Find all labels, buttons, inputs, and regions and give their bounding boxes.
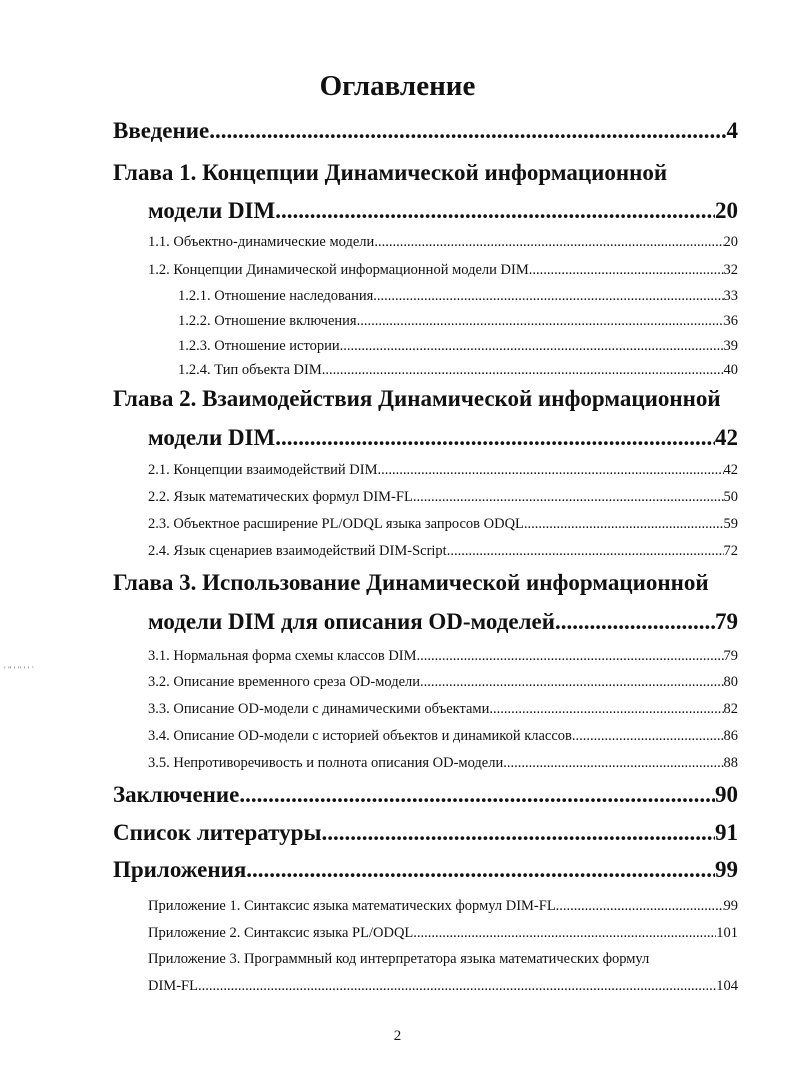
toc-page-number: 39 bbox=[723, 338, 738, 354]
dot-leader bbox=[198, 978, 716, 995]
toc-entry-3-5[interactable] bbox=[148, 755, 738, 772]
dot-leader bbox=[275, 425, 715, 451]
toc-label: 3.2. Описание временного среза OD-модели bbox=[148, 674, 421, 690]
dot-leader bbox=[417, 648, 724, 665]
toc-entry-1-2-4[interactable] bbox=[178, 362, 738, 379]
toc-entry-2-4[interactable] bbox=[148, 543, 738, 560]
toc-entry-conclusion[interactable] bbox=[113, 782, 738, 808]
toc-entry-1-1[interactable] bbox=[148, 234, 738, 251]
dot-leader bbox=[447, 543, 724, 560]
dot-leader bbox=[275, 198, 715, 224]
toc-page-number: 86 bbox=[723, 728, 738, 744]
toc-label: 2.2. Язык математических формул DIM-FL bbox=[148, 489, 413, 505]
toc-label: модели DIM для описания OD-моделей bbox=[148, 609, 555, 634]
toc-entry-2-3[interactable] bbox=[148, 516, 738, 533]
toc-page-number: 42 bbox=[723, 462, 738, 478]
toc-page-number: 32 bbox=[723, 262, 738, 278]
toc-page-number: 99 bbox=[715, 857, 738, 882]
toc-page-number: 90 bbox=[715, 782, 738, 807]
dot-leader bbox=[524, 516, 724, 533]
dot-leader bbox=[357, 313, 724, 330]
toc-page-number: 82 bbox=[723, 701, 738, 717]
dot-leader bbox=[246, 857, 715, 883]
toc-label: 2.3. Объектное расширение PL/ODQL языка запросов ODQL bbox=[148, 516, 524, 532]
chapter-2-entry[interactable] bbox=[148, 425, 738, 451]
dot-leader bbox=[239, 782, 715, 808]
toc-label: 3.4. Описание OD-модели с историей объектов и динамикой классов bbox=[148, 728, 572, 744]
toc-page-number: 79 bbox=[715, 609, 738, 634]
toc-label: 1.1. Объектно-динамические модели bbox=[148, 234, 375, 250]
dot-leader bbox=[503, 755, 723, 772]
toc-entry-2-2[interactable] bbox=[148, 489, 738, 506]
toc-page-number: 33 bbox=[723, 288, 738, 304]
toc-entry-3-2[interactable] bbox=[148, 674, 738, 691]
toc-label: 3.5. Непротиворечивость и полнота описания OD-модели bbox=[148, 755, 504, 771]
toc-entry-3-1[interactable] bbox=[148, 648, 738, 665]
toc-page-number: 20 bbox=[723, 234, 738, 250]
toc-entry-appendix-3-line1[interactable]: Приложение 3. Программный код интерпретатора языка математических формул bbox=[148, 951, 650, 967]
toc-entry-references[interactable] bbox=[113, 820, 738, 846]
toc-label: 1.2.4. Тип объекта DIM bbox=[178, 362, 322, 378]
dot-leader bbox=[413, 925, 716, 942]
toc-label: Приложения bbox=[113, 857, 247, 882]
dot-leader bbox=[374, 234, 723, 251]
toc-page-number: 50 bbox=[723, 489, 738, 505]
toc-page-number: 79 bbox=[723, 648, 738, 664]
toc-entry-intro[interactable] bbox=[113, 118, 738, 144]
toc-page-number: 59 bbox=[723, 516, 738, 532]
toc-page-number: 101 bbox=[716, 925, 738, 941]
dot-leader bbox=[373, 288, 723, 305]
toc-label: 2.1. Концепции взаимодействий DIM bbox=[148, 462, 378, 478]
toc-label: 3.1. Нормальная форма схемы классов DIM bbox=[148, 648, 417, 664]
page-number: 2 bbox=[393, 1028, 402, 1044]
toc-entry-3-4[interactable] bbox=[148, 728, 738, 745]
toc-page-number: 80 bbox=[723, 674, 738, 690]
toc-entry-1-2[interactable] bbox=[148, 262, 738, 279]
toc-page-number: 91 bbox=[715, 820, 738, 845]
toc-page-number: 36 bbox=[723, 313, 738, 329]
dot-leader bbox=[529, 262, 724, 279]
dot-leader bbox=[572, 728, 724, 745]
toc-label: 2.4. Язык сценариев взаимодействий DIM-Script bbox=[148, 543, 447, 559]
dot-leader bbox=[489, 701, 723, 718]
toc-label: Приложение 1. Синтаксис языка математических формул DIM-FL bbox=[148, 898, 556, 914]
toc-label: Список литературы bbox=[113, 820, 322, 845]
toc-entry-1-2-3[interactable] bbox=[178, 338, 738, 355]
toc-entry-appendices[interactable] bbox=[113, 857, 738, 883]
dot-leader bbox=[420, 674, 723, 691]
toc-entry-1-2-2[interactable] bbox=[178, 313, 738, 330]
toc-page-number: 42 bbox=[715, 425, 738, 450]
toc-label: 1.2. Концепции Динамической информационной модели DIM bbox=[148, 262, 529, 278]
dot-leader bbox=[321, 820, 715, 846]
toc-label: DIM-FL bbox=[148, 978, 198, 994]
dot-leader bbox=[209, 118, 726, 144]
margin-scan-marks: ' " ' " ' ' ` bbox=[4, 665, 35, 675]
dot-leader bbox=[340, 338, 724, 355]
toc-entry-appendix-1[interactable] bbox=[148, 898, 738, 915]
toc-entry-appendix-2[interactable] bbox=[148, 925, 738, 942]
dot-leader bbox=[322, 362, 724, 379]
toc-label: Заключение bbox=[113, 782, 240, 807]
dot-leader bbox=[556, 898, 724, 915]
toc-label: модели DIM bbox=[148, 198, 276, 223]
toc-page-number: 72 bbox=[723, 543, 738, 559]
toc-page-number: 20 bbox=[715, 198, 738, 223]
toc-label: 1.2.3. Отношение истории bbox=[178, 338, 340, 354]
page-title: Оглавление bbox=[319, 70, 476, 102]
chapter-1-entry[interactable] bbox=[148, 198, 738, 224]
toc-label: Введение bbox=[113, 118, 210, 143]
chapter-1-heading[interactable]: Глава 1. Концепции Динамической информационной bbox=[113, 160, 668, 185]
toc-page-number: 4 bbox=[726, 118, 738, 143]
toc-page-number: 104 bbox=[716, 978, 738, 994]
toc-entry-2-1[interactable] bbox=[148, 462, 738, 479]
dot-leader bbox=[413, 489, 724, 506]
chapter-3-entry[interactable] bbox=[148, 609, 738, 635]
dot-leader bbox=[555, 609, 715, 635]
chapter-2-heading[interactable]: Глава 2. Взаимодействия Динамической информационной bbox=[113, 386, 721, 411]
toc-label: 3.3. Описание OD-модели с динамическими объектами bbox=[148, 701, 490, 717]
toc-label: Приложение 2. Синтаксис языка PL/ODQL bbox=[148, 925, 414, 941]
dot-leader bbox=[378, 462, 724, 479]
toc-entry-appendix-3[interactable] bbox=[148, 978, 738, 995]
chapter-3-heading[interactable]: Глава 3. Использование Динамической информационной bbox=[113, 570, 709, 595]
toc-entry-3-3[interactable] bbox=[148, 701, 738, 718]
toc-label: 1.2.1. Отношение наследования bbox=[178, 288, 374, 304]
toc-page-number: 99 bbox=[723, 898, 738, 914]
toc-page-number: 88 bbox=[723, 755, 738, 771]
toc-label: модели DIM bbox=[148, 425, 276, 450]
toc-label: 1.2.2. Отношение включения bbox=[178, 313, 357, 329]
toc-page-number: 40 bbox=[723, 362, 738, 378]
toc-entry-1-2-1[interactable] bbox=[178, 288, 738, 305]
